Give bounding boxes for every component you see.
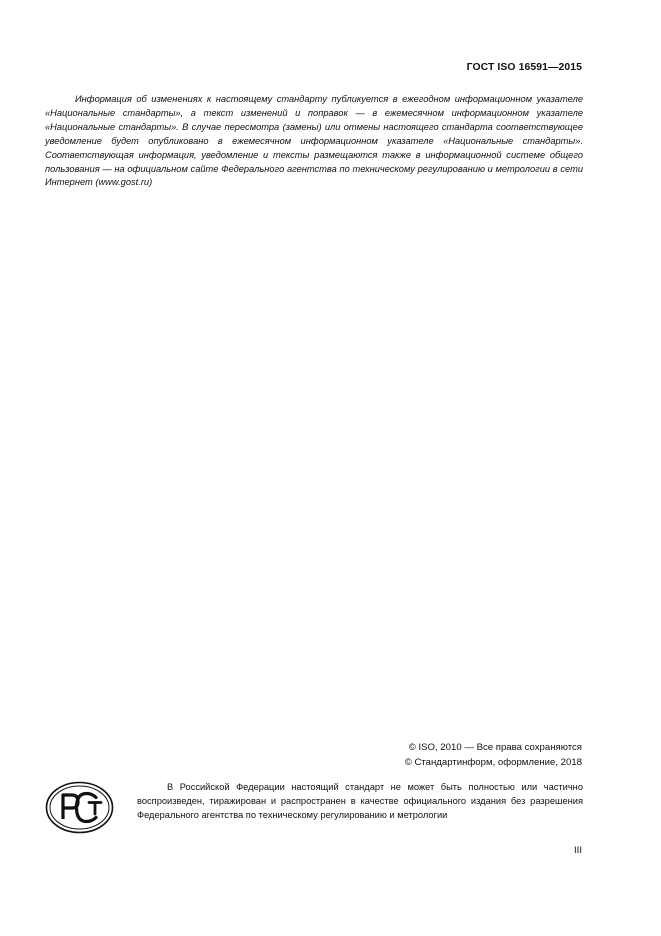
standard-code-header: ГОСТ ISO 16591—2015 [466,62,582,73]
copyright-iso-line: © ISO, 2010 — Все права сохраняются [408,742,582,753]
rst-logo-icon [45,781,114,834]
copyright-standartinform-line: © Стандартинформ, оформление, 2018 [404,756,582,768]
page-number: III [574,845,582,856]
copyright-block [405,741,582,770]
amendments-notice-paragraph: Информация об изменениях к настоящему стандарту публикуется в ежегодном информационном указателе «Национальные стандарты», а текст изменений и поправок — в ежемесячном информационном указателе «Национальные стандарты». В случае пересмотра (замены) или отмены настоящего стандарта соответствующее уведомление будет опубликовано в ежемесячном информационном указателе «Национальные стандарты». Соответствующая информация, уведомление и тексты размещаются также в информационной системе общего пользования — на официальном сайте Федерального агентства по техническому регулированию и метрологии в сети Интернет (www.gost.ru) [45,94,583,188]
reproduction-rights-paragraph: В Российской Федерации настоящий стандарт не может быть полностью или частично воспроизведен, тиражирован и распространен в качестве официального издания без разрешения Федерального агентства по техническому регулированию и метрологии [137,782,583,820]
